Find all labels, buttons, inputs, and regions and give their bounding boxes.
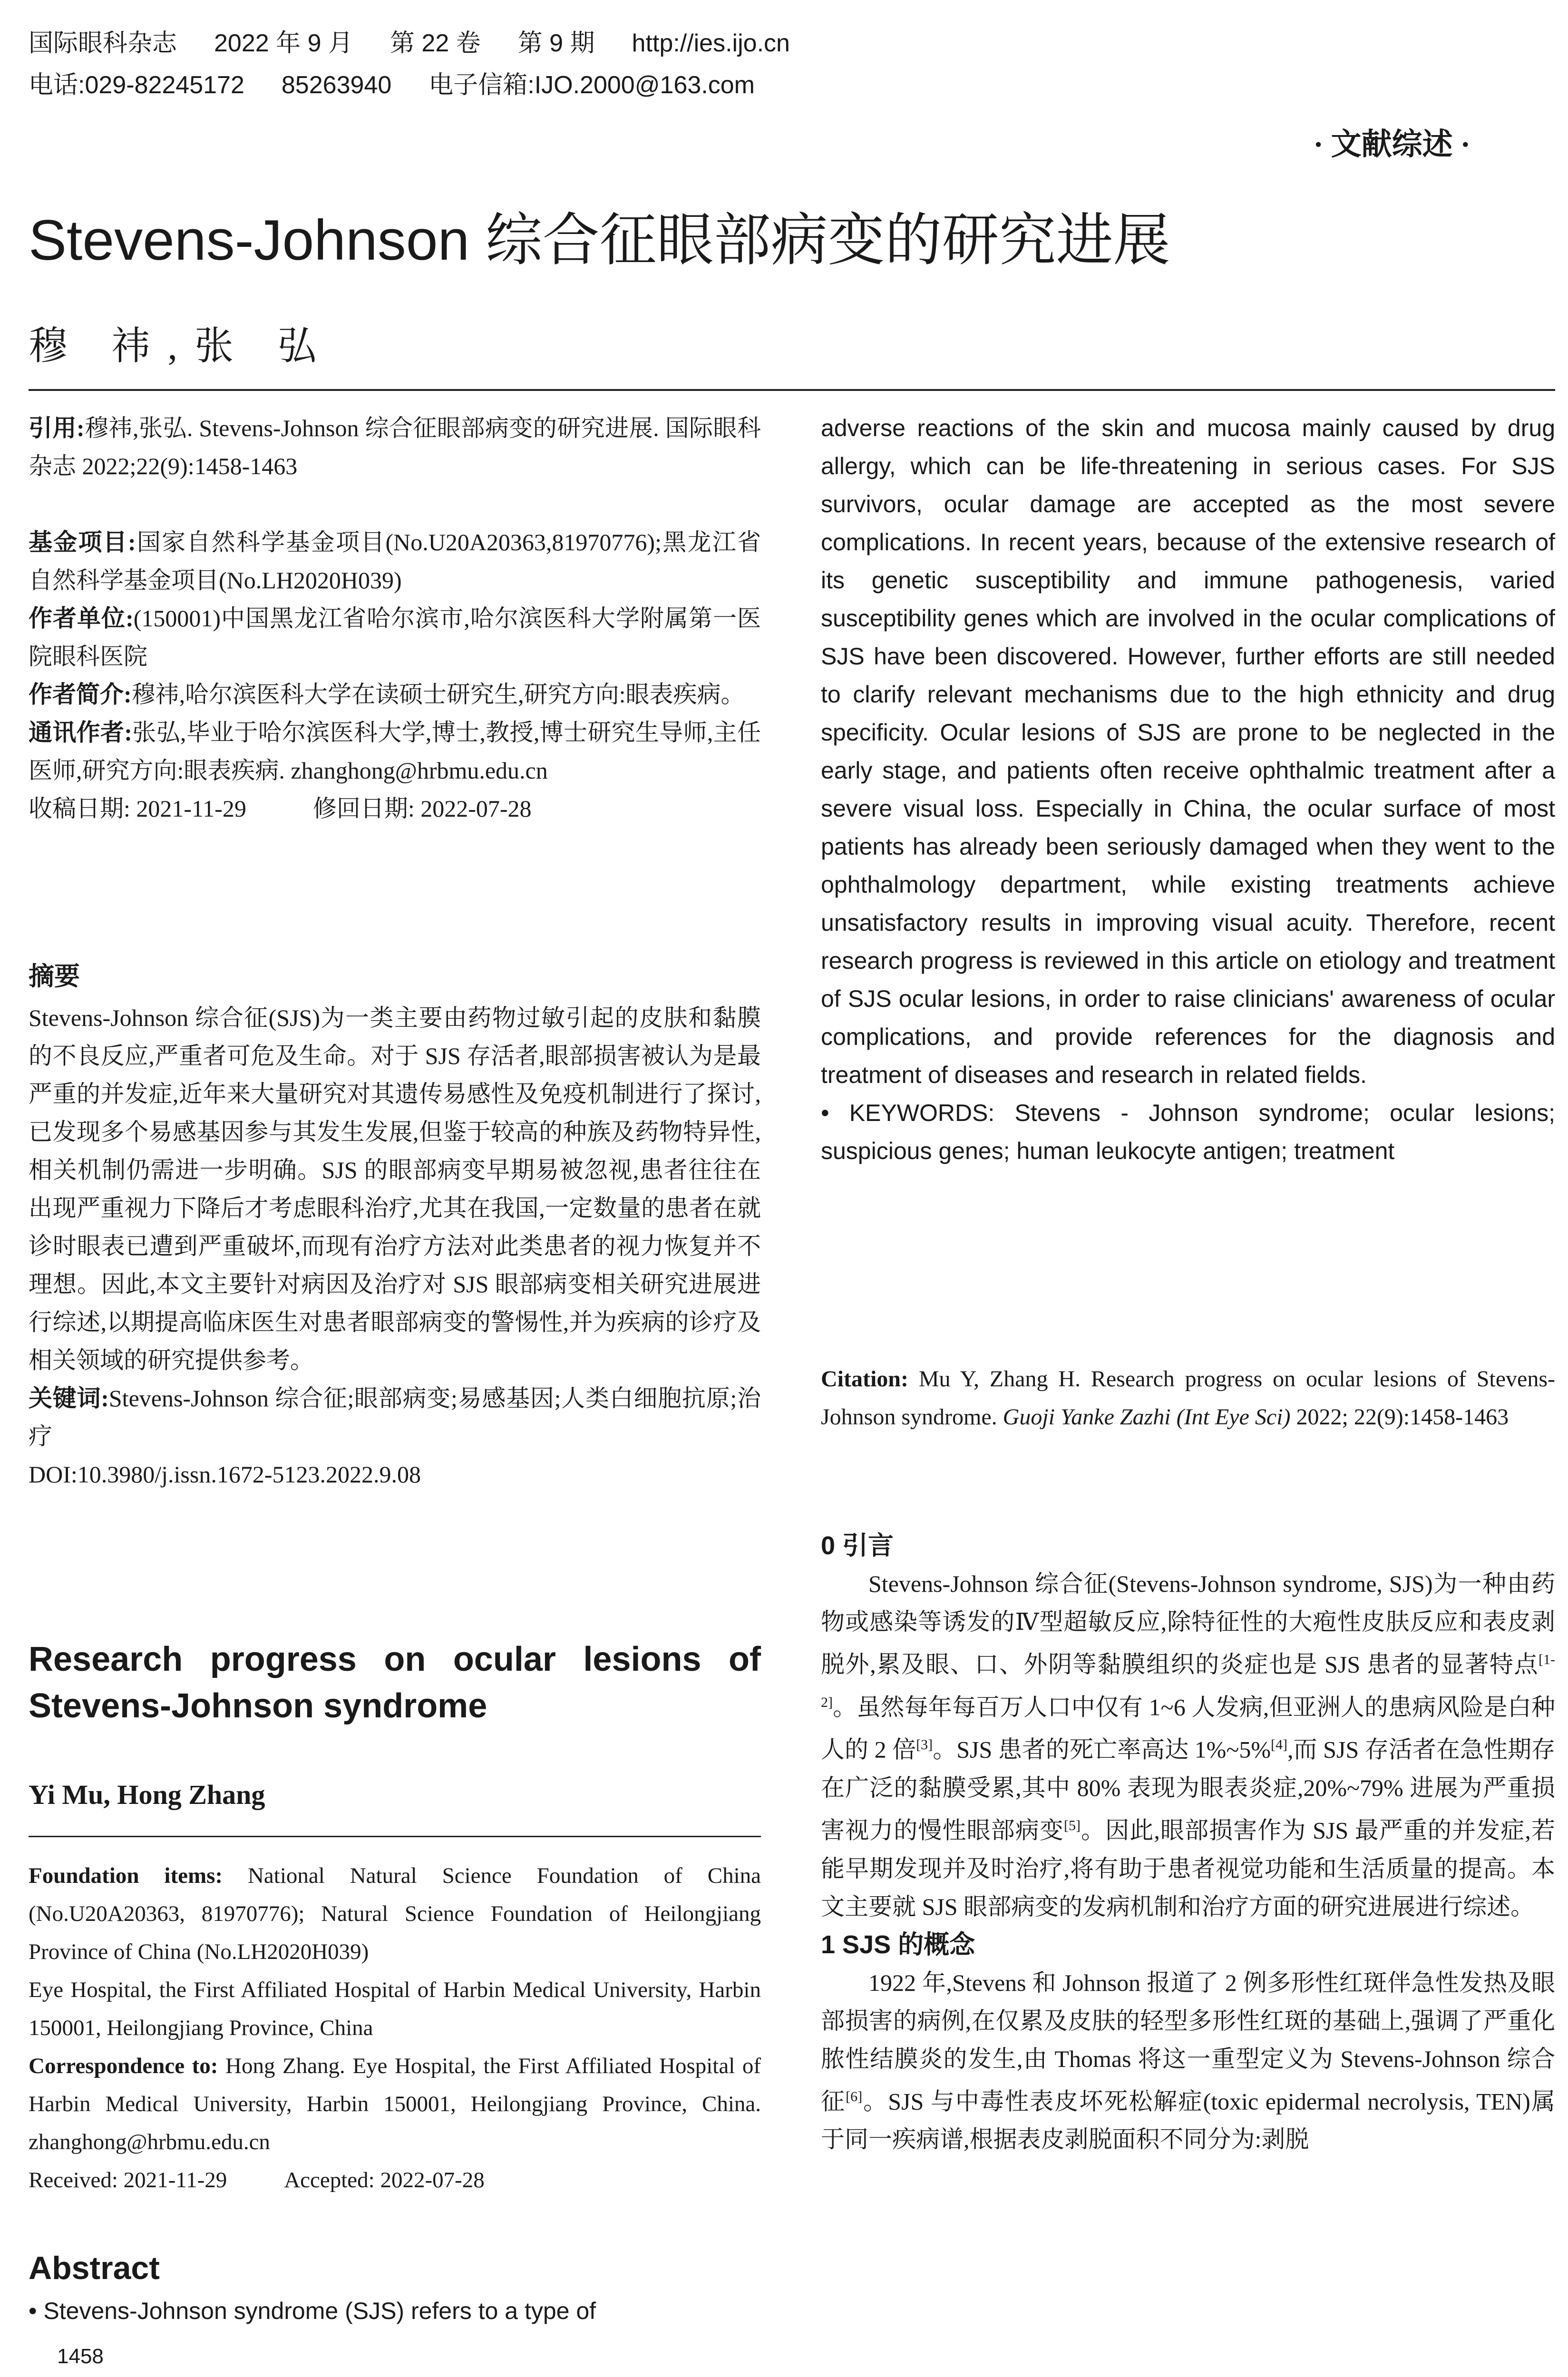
section-1-paragraph: 1922 年,Stevens 和 Johnson 报道了 2 例多形性红斑伴急性发热及眼部损害的病例,在仅累及皮肤的轻型多形性红斑的基础上,强调了严重化脓性结膜炎的发生,由 Thomas 将这一重型定义为 Stevens-Johnson 综合征[6]。SJS 与中毒性表皮坏死松解症(toxic epidermal necrolysis, TEN)属于同一疾病谱,根据表皮剥脱面积不同分为:剥脱 — [821, 1969, 1556, 2153]
ref-5[interactable]: [5] — [1063, 1817, 1081, 1833]
fund-zh: 基金项目:国家自然科学基金项目(No.U20A20363,81970776);黑龙江省自然科学基金项目(No.LH2020H039) — [29, 529, 761, 594]
unit-en: Eye Hospital, the First Affiliated Hospital of Harbin Medical University, Harbin 150001, Heilongjiang Province, China — [29, 1978, 761, 2040]
section-label: · 文献综述 · — [1313, 127, 1471, 161]
body-text — [821, 1512, 1555, 2158]
article-authors: 穆 祎,张 弘 — [29, 324, 334, 368]
section-0-heading: 0 引言 — [821, 1531, 894, 1560]
journal-url[interactable]: http://ies.ijo.cn — [632, 29, 790, 57]
keywords-en: • KEYWORDS: Stevens - Johnson syndrome; ocular lesions; suspicious genes; human leukocyte antigen; treatment — [821, 1100, 1555, 1164]
citation-en: Citation: Mu Y, Zhang H. Research progress on ocular lesions of Stevens-Johnson syndrome. Guoji Yanke Zazhi (Int Eye Sci) 2022; 22(9):1458-1463 — [821, 1366, 1556, 1430]
ref-1-2[interactable]: [1-2] — [821, 1652, 1555, 1710]
page-number: 1458 — [57, 2345, 104, 2368]
citation-zh: 引用:穆祎,张弘. Stevens-Johnson 综合征眼部病变的研究进展. 国际眼科杂志 2022;22(9):1458-1463 — [29, 415, 761, 479]
phone: 电话:029-82245172 — [29, 71, 244, 99]
journal-name: 国际眼科杂志 — [29, 29, 177, 57]
running-header-line2 — [29, 65, 792, 100]
english-title: Research progress on ocular lesions of Stevens-Johnson syndrome — [29, 1640, 761, 1725]
english-authors: Yi Mu, Hong Zhang — [29, 1779, 265, 1810]
section-0-paragraph: Stevens-Johnson 综合征(Stevens-Johnson syndrome, SJS)为一种由药物或感染等诱发的Ⅳ型超敏反应,除特征性的大疱性皮肤反应和表皮剥脱外,累及眼、口、外阴等黏膜组织的炎症也是 SJS 患者的显著特点[1-2]。虽然每年每百万人口中仅有 1~6 人发病,但亚洲人的患病风险是白种人的 2 倍[3]。SJS 患者的死亡率高达 1%~5%[4],而 SJS 存活者在急性期存在广泛的黏膜受累,其中 80% 表现为眼表炎症,20%~79% 进展为严重损害视力的慢性眼部病变[5]。因此,眼部损害作为 SJS 最严重的并发症,若能早期发现并及时治疗,将有助于患者视觉功能和生活质量的提高。本文主要就 SJS 眼部病变的发病机制和治疗方面的研究进展进行综述。 — [821, 1570, 1556, 1920]
running-header-line1 — [29, 23, 827, 58]
dates-en: Received: 2021-11-29 Accepted: 2022-07-28 — [29, 2168, 485, 2192]
abstract-zh — [29, 999, 761, 1493]
unit-zh: 作者单位:(150001)中国黑龙江省哈尔滨市,哈尔滨医科大学附属第一医院眼科医院 — [29, 605, 761, 670]
volume: 第 22 卷 — [390, 29, 481, 57]
issue: 第 9 期 — [517, 29, 595, 57]
english-divider — [29, 1836, 761, 1837]
email[interactable]: 电子信箱:IJO.2000@163.com — [429, 71, 755, 99]
english-metadata — [29, 1857, 761, 2199]
bio-zh: 作者简介:穆祎,哈尔滨医科大学在读硕士研究生,研究方向:眼表疾病。 — [29, 681, 745, 708]
ref-4[interactable]: [4] — [1271, 1737, 1288, 1753]
abstract-en-heading: Abstract — [29, 2250, 160, 2286]
foundation-en: Foundation items: National Natural Science Foundation of China (No.U20A20363, 81970776); Natural Science Foundation of Heilongjiang Province of China (No.LH2020H039) — [29, 1863, 761, 1964]
abstract-zh-heading: 摘要 — [29, 962, 80, 991]
phone2: 85263940 — [281, 71, 392, 99]
left-metadata — [29, 409, 761, 828]
correspondence-en: Correspondence to: Hong Zhang. Eye Hospital, the First Affiliated Hospital of Harbin Medical University, Harbin 150001, Heilongjiang Province, China. zhanghong@hrbmu.edu.cn — [29, 2054, 761, 2154]
ref-3[interactable]: [3] — [916, 1737, 933, 1753]
abstract-en-continued — [821, 409, 1555, 1170]
abstract-en-body: adverse reactions of the skin and mucosa mainly caused by drug allergy, which can be life-threatening in serious cases. For SJS survivors, ocular damage are accepted as the most severe complications. In recent years, because of the extensive research of its genetic susceptibility and immune pathogenesis, varied susceptibility genes which are involved in the ocular complications of SJS have been discovered. However, further efforts are still needed to clarify relevant mechanisms due to the high ethnicity and drug specificity. Ocular lesions of SJS are prone to be neglected in the early stage, and patients often receive ophthalmic treatment after a severe visual loss. Especially in China, the ocular surface of most patients has already been seriously damaged when they went to the ophthalmology department, while existing treatments achieve unsatisfactory results in improving visual acuity. Therefore, recent research progress is reviewed in this article on etiology and treatment of SJS ocular lesions, in order to raise clinicians' awareness of ocular complications, and provide references for the diagnosis and treatment of diseases and research in related fields. — [821, 415, 1555, 1088]
article-title: Stevens-Johnson 综合征眼部病变的研究进展 — [29, 208, 1170, 272]
issue-date: 2022 年 9 月 — [214, 29, 353, 57]
abstract-en-start: • Stevens-Johnson syndrome (SJS) refers to a type of — [29, 2298, 596, 2324]
dates-zh: 收稿日期: 2021-11-29 修回日期: 2022-07-28 — [29, 795, 532, 822]
abstract-zh-body: Stevens-Johnson 综合征(SJS)为一类主要由药物过敏引起的皮肤和黏膜的不良反应,严重者可危及生命。对于 SJS 存活者,眼部损害被认为是最严重的并发症,近年来大量研究对其遗传易感性及免疫机制进行了探讨,已发现多个易感基因参与其发生发展,但鉴于较高的种族及药物特异性,相关机制仍需进一步明确。SJS 的眼部病变早期易被忽视,患者往往在出现严重视力下降后才考虑眼科治疗,尤其在我国,一定数量的患者在就诊时眼表已遭到严重破坏,而现有治疗方法对此类患者的视力恢复并不理想。因此,本文主要针对病因及治疗对 SJS 眼部病变相关研究进展进行综述,以期提高临床医生对患者眼部病变的警惕性,并为疾病的诊疗及相关领域的研究提供参考。 — [29, 1004, 761, 1374]
ref-6[interactable]: [6] — [846, 2088, 863, 2104]
correspondence-zh: 通讯作者:张弘,毕业于哈尔滨医科大学,博士,教授,博士研究生导师,主任医师,研究方向:眼表疾病. zhanghong@hrbmu.edu.cn — [29, 719, 761, 784]
section-1-heading: 1 SJS 的概念 — [821, 1930, 975, 1959]
top-divider — [29, 389, 1555, 391]
doi[interactable]: DOI:10.3980/j.issn.1672-5123.2022.9.08 — [29, 1461, 421, 1488]
keywords-zh: 关键词:Stevens-Johnson 综合征;眼部病变;易感基因;人类白细胞抗原;治疗 — [29, 1385, 761, 1450]
